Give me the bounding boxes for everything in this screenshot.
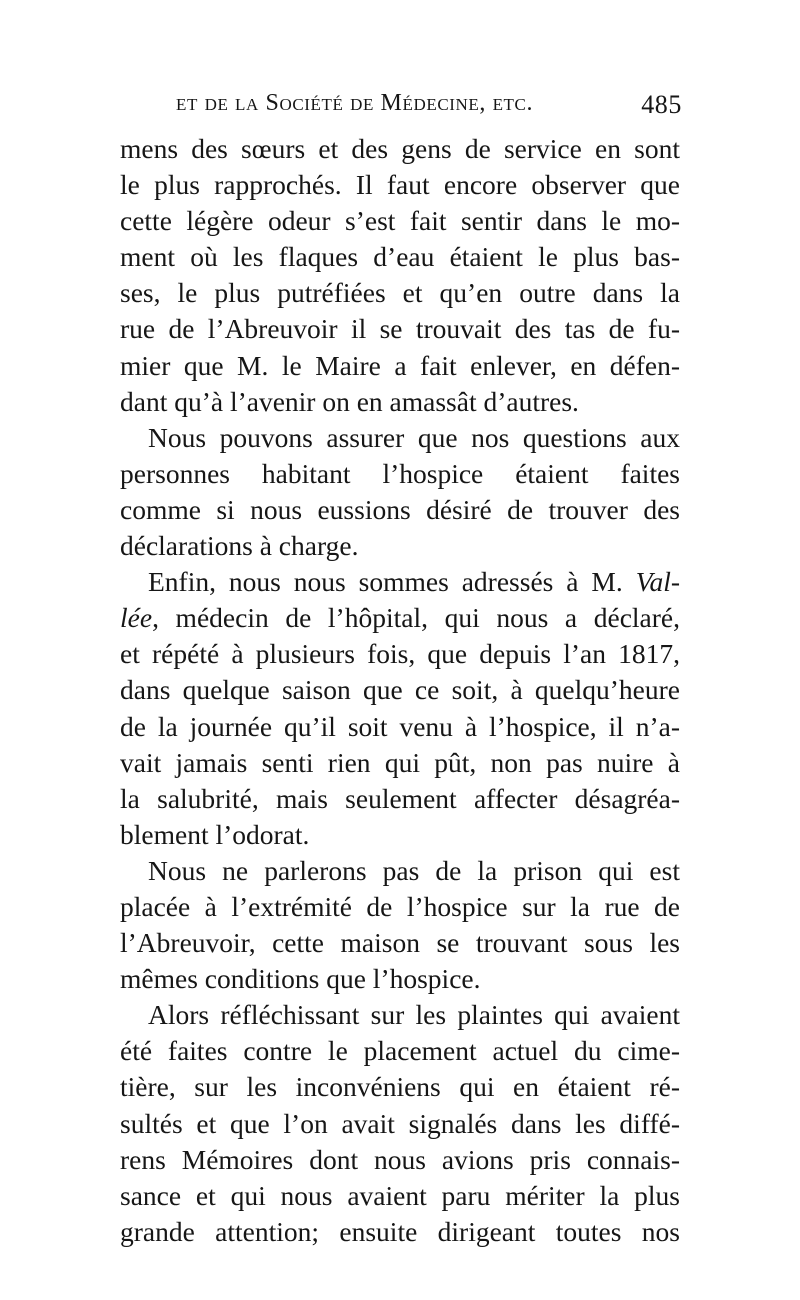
text-line	[120, 348, 680, 384]
text-line	[120, 1214, 680, 1250]
text-line	[120, 709, 680, 745]
text-segment: la salubrité, mais seulement affecter désagréa-	[120, 782, 680, 814]
running-head-title: et de la Société de Médecine, etc.	[176, 90, 534, 116]
text-line	[120, 528, 680, 564]
text-segment: comme si nous eussions désiré de trouver des	[120, 493, 680, 525]
text-line	[120, 564, 680, 600]
text-segment: mens des sœurs et des gens de service en sont	[120, 133, 680, 164]
text-segment: vait jamais senti rien qui pût, non pas nuire à	[120, 746, 680, 778]
text-line	[120, 1106, 680, 1142]
text-segment: Alors réfléchissant sur les plaintes qui avaient	[148, 999, 680, 1031]
text-segment: grande attention; ensuite dirigeant toutes nos	[120, 1215, 680, 1247]
text-segment: rue de l’Abreuvoir il se trouvait des tas de fu-	[120, 313, 680, 345]
text-segment: cette légère odeur s’est fait sentir dans le mo-	[120, 205, 680, 237]
text-segment: et répété à plusieurs fois, que depuis l’an 1817,	[120, 638, 680, 670]
text-segment: mêmes conditions que l’hospice.	[120, 963, 481, 995]
text-line	[120, 275, 680, 311]
italic-text-segment: lée	[120, 602, 153, 634]
text-segment: personnes habitant l’hospice étaient faites	[120, 457, 680, 489]
text-line	[120, 600, 680, 636]
text-segment: déclarations à charge.	[120, 530, 359, 562]
text-segment: rens Mémoires dont nous avions pris connais-	[120, 1143, 680, 1175]
text-line	[120, 925, 680, 961]
text-line	[120, 636, 680, 672]
text-line	[120, 781, 680, 817]
body-text	[120, 131, 680, 1250]
text-line	[120, 167, 680, 203]
text-line	[120, 384, 680, 420]
text-line	[120, 1178, 680, 1214]
text-line	[120, 311, 680, 347]
text-segment: dant qu’à l’avenir on en amassât d’autres.	[120, 385, 579, 417]
text-line	[120, 203, 680, 239]
text-line	[120, 1142, 680, 1178]
text-line	[120, 853, 680, 889]
text-segment: dans quelque saison que ce soit, à quelqu’heure	[120, 674, 680, 706]
text-segment: blement l’odorat.	[120, 818, 310, 850]
text-segment: ment où les flaques d’eau étaient le plus bas-	[120, 241, 680, 273]
text-line	[120, 131, 680, 167]
text-line	[120, 420, 680, 456]
text-line	[120, 456, 680, 492]
text-line	[120, 997, 680, 1033]
text-segment: placée à l’extrémité de l’hospice sur la rue de	[120, 890, 680, 922]
text-segment: de la journée qu’il soit venu à l’hospice, il n’a-	[120, 710, 680, 742]
text-segment: sultés et que l’on avait signalés dans les diffé-	[120, 1107, 680, 1139]
text-line	[120, 745, 680, 781]
text-line	[120, 239, 680, 275]
text-line	[120, 961, 680, 997]
text-segment: tière, sur les inconvéniens qui en étaient ré-	[120, 1071, 680, 1103]
text-segment: sance et qui nous avaient paru mériter la plus	[120, 1179, 680, 1211]
text-segment: ses, le plus putréfiées et qu’en outre dans la	[120, 277, 680, 309]
text-line	[120, 1033, 680, 1069]
text-line	[120, 672, 680, 708]
text-segment: , médecin de l’hôpital, qui nous a déclaré,	[152, 602, 680, 634]
text-segment: Nous ne parlerons pas de la prison qui est	[148, 854, 680, 886]
text-line	[120, 1069, 680, 1105]
text-segment: mier que M. le Maire a fait enlever, en défen-	[120, 349, 680, 381]
text-segment: le plus rapprochés. Il faut encore observer que	[120, 169, 680, 201]
text-segment: été faites contre le placement actuel du cime-	[120, 1035, 680, 1067]
text-segment: Nous pouvons assurer que nos questions aux	[148, 421, 680, 453]
text-line	[120, 817, 680, 853]
text-segment: Enfin, nous nous sommes adressés à M.	[148, 566, 636, 598]
text-line	[120, 492, 680, 528]
text-line	[120, 889, 680, 925]
text-segment: l’Abreuvoir, cette maison se trouvant sous les	[120, 927, 680, 959]
italic-text-segment: Val-	[635, 566, 680, 598]
running-head	[176, 90, 688, 130]
page-number: 485	[641, 90, 682, 119]
